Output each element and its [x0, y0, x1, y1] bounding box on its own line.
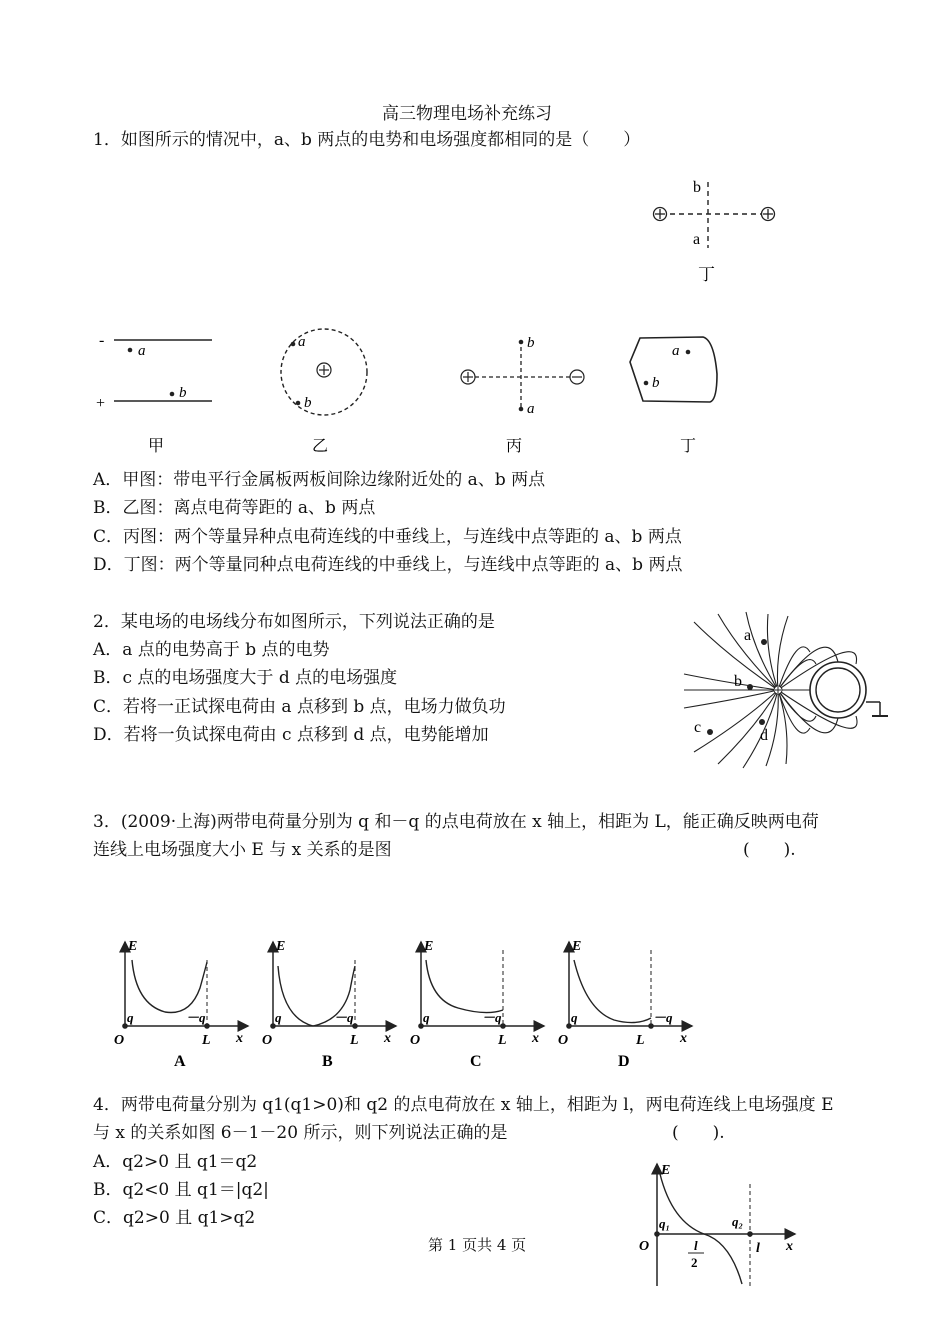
q2-option-a: A．a 点的电势高于 b 点的电势	[93, 640, 330, 660]
q1-stem: 1．如图所示的情况中，a、b 两点的电势和电场强度都相同的是（ ）	[93, 130, 641, 150]
point-a-label: a	[693, 231, 701, 248]
q3-graphs	[110, 930, 710, 1075]
point-a	[128, 348, 133, 353]
point-b	[296, 401, 301, 406]
point-a-label: a	[138, 343, 146, 359]
figure-jia	[96, 332, 212, 455]
axis-x-label: x	[236, 1031, 243, 1046]
point-b-label: b	[304, 395, 312, 411]
point-a-label: a	[744, 627, 752, 644]
l-label: L	[350, 1033, 359, 1048]
axis-x-label: x	[532, 1031, 539, 1046]
point-b	[747, 684, 753, 690]
axis-e-label: E	[572, 939, 582, 954]
positive-charge-icon	[762, 208, 775, 221]
q-label: q	[127, 1010, 134, 1025]
caption-ding: 丁	[680, 438, 697, 455]
graph-b-label: B	[322, 1053, 333, 1070]
figure-ding	[630, 337, 717, 455]
e-x-curve	[660, 1174, 742, 1284]
caption-yi: 乙	[312, 438, 329, 455]
minus-q-label: －q	[482, 1010, 502, 1025]
point-c	[707, 729, 713, 735]
figure-yi	[281, 329, 367, 455]
q-label: q	[423, 1010, 430, 1025]
axis-x-label: x	[680, 1031, 687, 1046]
origin-label: O	[114, 1033, 125, 1048]
point-a-label: a	[298, 334, 306, 350]
field-line	[767, 614, 778, 690]
positive-charge-icon	[654, 208, 667, 221]
point-d-label: d	[760, 727, 768, 744]
q4-option-b: B．q2<0 且 q1＝|q2|	[93, 1180, 269, 1200]
axis-e-label: E	[128, 939, 138, 954]
minus-q-label: －q	[334, 1010, 354, 1025]
q2-option-b: B．c 点的电场强度大于 d 点的电场强度	[93, 668, 398, 688]
q2-label: q₂	[732, 1214, 744, 1229]
q1-option-b: B．乙图：离点电荷等距的 a、b 两点	[93, 498, 376, 518]
point-b	[170, 392, 175, 397]
half-l-denominator: 2	[691, 1255, 698, 1270]
field-line	[684, 690, 778, 708]
l-label: L	[636, 1033, 645, 1048]
point-d	[759, 719, 765, 725]
q4-option-c: C．q2>0 且 q1>q2	[93, 1208, 256, 1228]
q4-graph	[630, 1158, 810, 1290]
graph-c-label: C	[470, 1053, 482, 1070]
field-line	[718, 690, 778, 764]
q2-field-line-figure	[688, 612, 893, 768]
point-b-label: b	[734, 673, 742, 690]
q4-answer-bracket: ( ).	[672, 1123, 725, 1143]
origin-label: O	[558, 1033, 569, 1048]
q1-option-a: A．甲图：带电平行金属板两板间除边缘附近处的 a、b 两点	[93, 470, 546, 490]
origin-label: O	[410, 1033, 421, 1048]
point-b-label: b	[652, 375, 660, 391]
conductor-inner	[816, 668, 860, 712]
q1-figure-row	[90, 318, 740, 464]
axis-e-label: E	[276, 939, 286, 954]
point-c-label: c	[694, 719, 702, 736]
point-a	[291, 342, 296, 347]
graph-a-curve	[132, 960, 207, 1013]
q-label: q	[571, 1010, 578, 1025]
graph-d-label: D	[618, 1053, 630, 1070]
plus-sign: +	[96, 395, 106, 412]
q3-graph-c	[410, 939, 544, 1070]
half-l-numerator: l	[694, 1238, 698, 1253]
field-line	[684, 674, 778, 690]
q1-option-c: C．丙图：两个等量异种点电荷连线的中垂线上，与连线中点等距的 a、b 两点	[93, 527, 682, 547]
caption-jia: 甲	[148, 438, 165, 455]
q1-option-d: D．丁图：两个等量同种点电荷连线的中垂线上，与连线中点等距的 a、b 两点	[93, 555, 683, 575]
origin-label: O	[262, 1033, 273, 1048]
origin-label: O	[639, 1239, 650, 1254]
point-a	[761, 639, 767, 645]
q-label: q	[275, 1010, 282, 1025]
q4-stem-line1: 4．两带电荷量分别为 q1(q1>0)和 q2 的点电荷放在 x 轴上，相距为 l，两电荷连线上电场强度 E	[93, 1095, 834, 1115]
axis-x-label: x	[384, 1031, 391, 1046]
q1-label: q₁	[659, 1216, 671, 1231]
q3-graph-d	[558, 939, 692, 1070]
point-a-label: a	[527, 401, 535, 417]
q3-stem-line2: 连线上电场强度大小 E 与 x 关系的是图	[93, 840, 392, 860]
point-b-label: b	[527, 335, 535, 351]
figure-bing	[461, 335, 584, 455]
l-label: l	[756, 1241, 760, 1256]
q2-stem: 2．某电场的电场线分布如图所示，下列说法正确的是	[93, 612, 495, 632]
q4-option-a: A．q2>0 且 q1＝q2	[93, 1152, 258, 1172]
ground-icon	[866, 702, 888, 716]
axis-e-label: E	[661, 1163, 671, 1178]
point-b	[644, 381, 649, 386]
point-b-label: b	[179, 385, 187, 401]
page-footer: 第 1 页共 4 页	[428, 1236, 527, 1254]
axis-e-label: E	[424, 939, 434, 954]
minus-sign: -	[99, 332, 105, 349]
graph-a-label: A	[174, 1053, 186, 1070]
l-label: L	[498, 1033, 507, 1048]
axis-x-label: x	[786, 1239, 793, 1254]
l-label: L	[202, 1033, 211, 1048]
point-a-label: a	[672, 343, 680, 359]
minus-q-label: －q	[653, 1010, 673, 1025]
graph-c-curve	[426, 960, 503, 1013]
q3-graph-b	[262, 939, 396, 1070]
q2-option-d: D．若将一负试探电荷由 c 点移到 d 点，电势能增加	[93, 725, 489, 745]
page-title: 高三物理电场补充练习	[382, 104, 552, 124]
q3-answer-bracket: ( ).	[743, 840, 796, 860]
q4-stem-line2: 与 x 的关系如图 6－1－20 所示，则下列说法正确的是	[93, 1123, 508, 1143]
q2-option-c: C．若将一正试探电荷由 a 点移到 b 点，电场力做负功	[93, 697, 506, 717]
point-a	[686, 350, 691, 355]
point-b-label: b	[693, 179, 701, 196]
figure-caption: 丁	[698, 265, 715, 284]
q3-graph-a	[114, 939, 248, 1070]
point-b	[519, 340, 524, 345]
point-a	[519, 407, 524, 412]
graph-d-curve	[574, 960, 651, 1023]
q3-stem-line1: 3．(2009·上海)两带电荷量分别为 q 和－q 的点电荷放在 x 轴上，相距为 L，能正确反映两电荷	[93, 812, 819, 832]
caption-bing: 丙	[506, 438, 523, 455]
minus-q-label: －q	[186, 1010, 206, 1025]
q1-figure-ding-top	[640, 174, 790, 286]
